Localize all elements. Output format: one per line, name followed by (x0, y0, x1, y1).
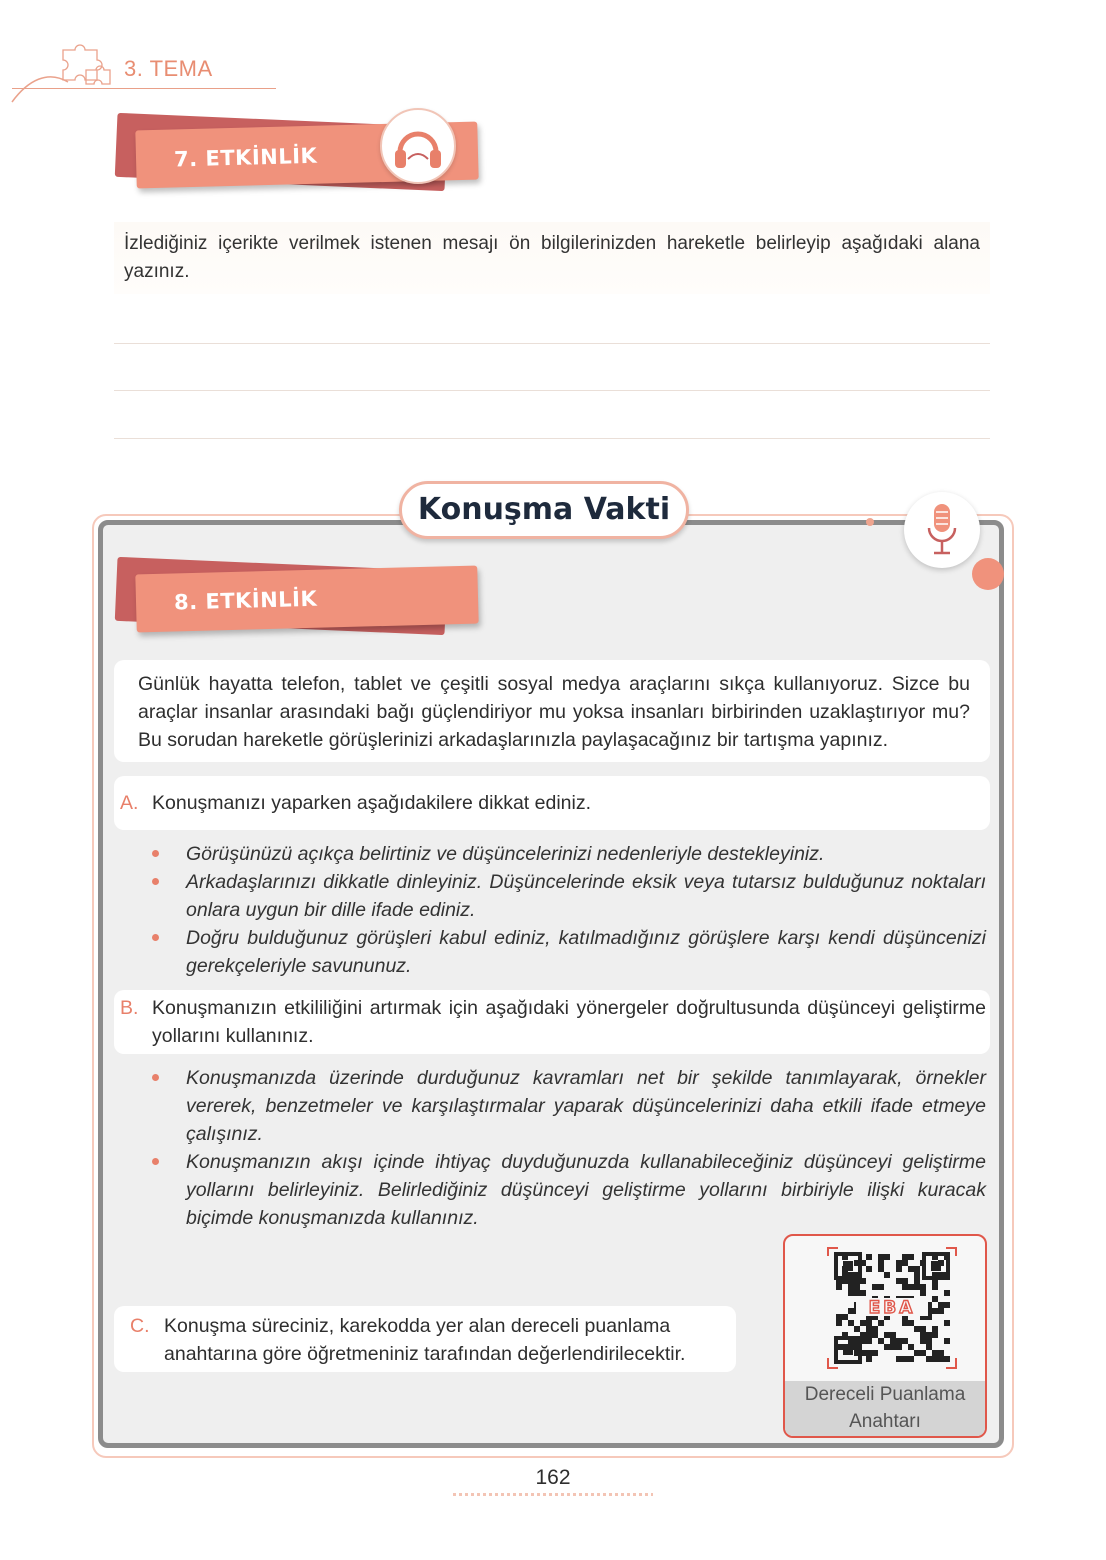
bullet-dot (152, 1158, 159, 1165)
qr-module (848, 1290, 854, 1296)
qr-module (914, 1326, 920, 1332)
decor-circle (972, 558, 1004, 590)
page-number: 162 (535, 1466, 571, 1489)
activity8-banner (135, 566, 478, 633)
activity7-prompt-box (114, 222, 990, 294)
qr-module (944, 1356, 950, 1362)
qr-module (902, 1338, 908, 1344)
qr-module (884, 1272, 890, 1278)
qr-module (944, 1302, 950, 1308)
qr-module (884, 1344, 890, 1350)
qr-module (920, 1332, 926, 1338)
part-a-text: Konuşmanızı yaparken aşağıdakilere dikkat ediniz. (152, 792, 591, 814)
qr-module (902, 1284, 908, 1290)
answer-line[interactable] (114, 343, 990, 344)
qr-module (836, 1320, 842, 1326)
bullet-dot (152, 1074, 159, 1081)
qr-module (878, 1266, 884, 1272)
puzzle-icon (8, 40, 118, 110)
part-c-letter: C. (130, 1315, 150, 1337)
qr-module (866, 1332, 872, 1338)
qr-module (932, 1296, 938, 1302)
qr-module (932, 1308, 938, 1314)
qr-module (866, 1266, 872, 1272)
qr-module (902, 1260, 908, 1266)
activity8-title: 8. ETKİNLİK (173, 586, 318, 615)
qr-module (866, 1326, 872, 1332)
qr-module (908, 1320, 914, 1326)
qr-module (932, 1284, 938, 1290)
qr-module (854, 1290, 860, 1296)
qr-module (914, 1284, 920, 1290)
qr-module (896, 1278, 902, 1284)
qr-module (920, 1326, 926, 1332)
qr-module (878, 1254, 884, 1260)
part-c-text: Konuşma süreciniz, karekodda yer alan dereceli puanlama anahtarına göre öğretmeniniz tarafından değerlendirilecektir. (164, 1315, 686, 1365)
qr-module (866, 1320, 872, 1326)
eba-logo: EBA (868, 1298, 916, 1318)
part-b-text: Konuşmanızın etkililiğini artırmak için aşağıdaki yönergeler doğrultusunda düşünceyi geliştirme yollarını kullanınız. (152, 997, 986, 1047)
qr-module (938, 1308, 944, 1314)
theme-label: 3. TEMA (124, 56, 213, 81)
qr-module (848, 1308, 854, 1314)
part-a-card (114, 776, 990, 830)
qr-module (896, 1344, 902, 1350)
qr-module (902, 1356, 908, 1362)
qr-module (896, 1260, 902, 1266)
qr-module (932, 1326, 938, 1332)
qr-module (926, 1344, 932, 1350)
microphone-icon (904, 492, 980, 568)
qr-module (878, 1260, 884, 1266)
qr-module (926, 1356, 932, 1362)
qr-module (926, 1338, 932, 1344)
qr-module (932, 1350, 938, 1356)
part-c-card (114, 1306, 736, 1372)
qr-module (902, 1254, 908, 1260)
qr-module (908, 1266, 914, 1272)
qr-module (908, 1356, 914, 1362)
qr-module (932, 1332, 938, 1338)
part-b-bullet: Konuşmanızda üzerinde durduğunuz kavramları net bir şekilde tanımlayarak, örnekler vererek, benzetmeler ve karşılaştırmalar yaparak düşüncelerinizi daha etkili ifade etmeye çalışınız. (186, 1067, 986, 1145)
qr-module (896, 1338, 902, 1344)
qr-module (908, 1284, 914, 1290)
qr-module (866, 1338, 872, 1344)
qr-module (908, 1344, 914, 1350)
qr-module (932, 1356, 938, 1362)
qr-module (920, 1284, 926, 1290)
qr-module (938, 1350, 944, 1356)
qr-module (866, 1350, 872, 1356)
part-b-card (114, 990, 990, 1054)
qr-module (920, 1338, 926, 1344)
qr-module (860, 1290, 866, 1296)
headphones-icon-badge (380, 108, 456, 184)
qr-module (902, 1278, 908, 1284)
qr-caption: Dereceli Puanlama Anahtarı (785, 1381, 985, 1436)
qr-module (878, 1284, 884, 1290)
bullet-dot (152, 878, 159, 885)
part-a-bullet: Arkadaşlarınızı dikkatle dinleyiniz. Düşüncelerinde eksik veya tutarsız bulduğunuz noktaları onlara uygun bir dille ifade ediniz. (186, 871, 986, 921)
qr-module (866, 1254, 872, 1260)
page-number-underline (453, 1493, 653, 1496)
qr-module (890, 1338, 896, 1344)
qr-module (926, 1332, 932, 1338)
qr-module (872, 1326, 878, 1332)
activity7-prompt: İzlediğiniz içerikte verilmek istenen mesajı ön bilgilerinizden hareketle belirleyip aşağıdaki alana yazınız. (124, 233, 980, 282)
qr-module (872, 1284, 878, 1290)
headphones-icon (382, 110, 454, 182)
qr-module (854, 1284, 860, 1290)
answer-line[interactable] (114, 438, 990, 439)
qr-module (944, 1320, 950, 1326)
qr-module (836, 1284, 842, 1290)
bullet-dot (152, 934, 159, 941)
qr-code[interactable] (826, 1246, 958, 1370)
part-b-bullet: Konuşmanızın akışı içinde ihtiyaç duyduğunuzda kullanabileceğiniz düşünceyi geliştirme yollarını belirleyiniz. Belirlediğiniz düşünceyi geliştirme yollarını birbiriyle ilişki kuracak biçimde konuşmanızda kullanınız. (186, 1151, 986, 1229)
decor-dot (866, 518, 874, 526)
qr-module (896, 1266, 902, 1272)
microphone-icon-badge (904, 492, 980, 568)
answer-line[interactable] (114, 390, 990, 391)
part-a-bullet: Doğru bulduğunuz görüşleri kabul ediniz, katılmadığınız görüşlere karşı kendi düşüncenizi gerekçeleriyle savununuz. (186, 927, 986, 977)
activity7-title: 7. ETKİNLİK (173, 143, 318, 172)
qr-module (914, 1266, 920, 1272)
qr-module (914, 1350, 920, 1356)
activity8-intro-card (114, 660, 990, 762)
qr-module (896, 1356, 902, 1362)
qr-module (854, 1326, 860, 1332)
qr-module (884, 1254, 890, 1260)
qr-module (884, 1332, 890, 1338)
qr-module (848, 1284, 854, 1290)
qr-module (872, 1332, 878, 1338)
qr-module (836, 1314, 842, 1320)
section-title: Konuşma Vakti (417, 492, 671, 527)
qr-module (890, 1332, 896, 1338)
qr-module (908, 1254, 914, 1260)
part-a-letter: A. (120, 792, 139, 814)
qr-module (878, 1338, 884, 1344)
qr-module (848, 1320, 854, 1326)
qr-module (902, 1320, 908, 1326)
bullet-dot (152, 850, 159, 857)
qr-module (878, 1320, 884, 1326)
qr-module (944, 1338, 950, 1344)
qr-module (890, 1344, 896, 1350)
qr-module (914, 1272, 920, 1278)
part-b-letter: B. (120, 997, 139, 1019)
qr-module (872, 1350, 878, 1356)
qr-module (938, 1356, 944, 1362)
activity8-intro: Günlük hayatta telefon, tablet ve çeşitli sosyal medya araçlarını sıkça kullanıyoruz. Sizce bu araçlar insanlar arasındaki bağı güçlendiriyor mu yoksa insanları birbirinden uzaklaştırıyor mu? Bu sorudan hareketle görüşlerinizi arkadaşlarınızla paylaşacağınız bir tartışma yapınız. (138, 673, 970, 751)
qr-module (842, 1314, 848, 1320)
qr-module (914, 1278, 920, 1284)
qr-module (920, 1290, 926, 1296)
qr-module (866, 1356, 872, 1362)
qr-module (920, 1350, 926, 1356)
section-title-pill (399, 481, 689, 539)
header-divider (12, 88, 276, 89)
qr-module (944, 1290, 950, 1296)
part-a-bullet: Görüşünüzü açıkça belirtiniz ve düşüncelerinizi nedenleriyle destekleyiniz. (186, 843, 825, 865)
qr-module (938, 1302, 944, 1308)
qr-module (860, 1320, 866, 1326)
